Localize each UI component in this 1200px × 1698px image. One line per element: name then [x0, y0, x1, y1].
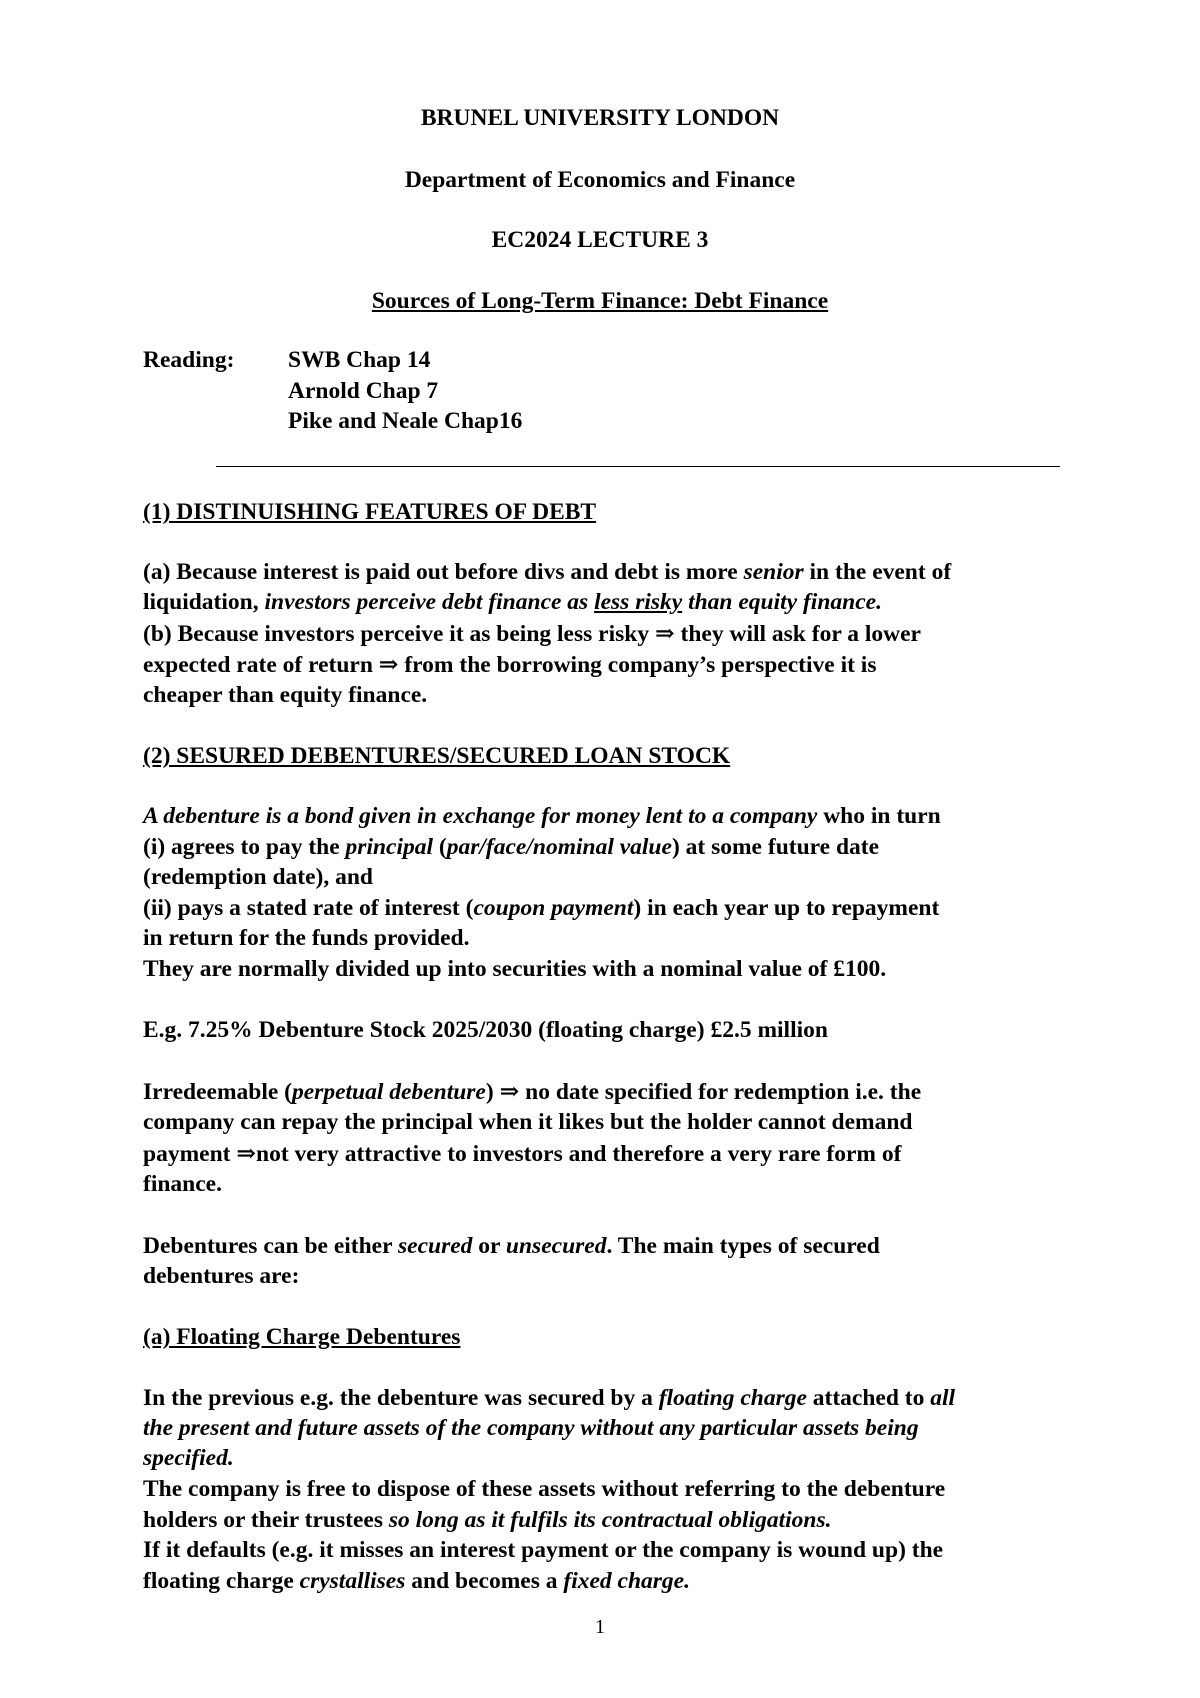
- paragraph-line: floating charge crystallises and becomes a fixed charge.: [143, 1568, 690, 1594]
- document-title: [0, 286, 1200, 317]
- paragraph-line: finance.: [143, 1171, 222, 1197]
- paragraph-line: Debentures can be either secured or unsecured. The main types of secured: [143, 1233, 880, 1259]
- university-name: BRUNEL UNIVERSITY LONDON: [420, 105, 780, 131]
- section-heading: (1) DISTINUISHING FEATURES OF DEBT: [143, 499, 597, 525]
- paragraph-line: cheaper than equity finance.: [143, 682, 428, 708]
- lecture-code: EC2024 LECTURE 3: [491, 227, 709, 253]
- paragraph-line: In the previous e.g. the debenture was secured by a floating charge attached to all: [143, 1385, 956, 1411]
- paragraph-line: (ii) pays a stated rate of interest (coupon payment) in each year up to repayment: [143, 895, 940, 921]
- subsection-heading: (a) Floating Charge Debentures: [143, 1324, 461, 1350]
- paragraph-line: They are normally divided up into securities with a nominal value of £100.: [143, 956, 887, 982]
- section-heading: (2) SESURED DEBENTURES/SECURED LOAN STOCK: [143, 743, 731, 769]
- paragraph-line: liquidation, investors perceive debt finance as less risky than equity finance.: [143, 589, 882, 615]
- reading-item: SWB Chap 14: [288, 347, 431, 373]
- paragraph-line: (i) agrees to pay the principal (par/face/nominal value) at some future date: [143, 834, 880, 860]
- paragraph-line: company can repay the principal when it likes but the holder cannot demand: [143, 1109, 913, 1135]
- paragraph-line: expected rate of return ⇒ from the borrowing company’s perspective it is: [143, 652, 877, 678]
- reading-item: Pike and Neale Chap16: [288, 408, 523, 434]
- paragraph-line: Irredeemable (perpetual debenture) ⇒ no date specified for redemption i.e. the: [143, 1079, 922, 1105]
- paragraph-line: (a) Because interest is paid out before divs and debt is more senior in the event of: [143, 559, 952, 585]
- paragraph-line: the present and future assets of the company without any particular assets being: [143, 1415, 919, 1441]
- department-name: Department of Economics and Finance: [404, 167, 796, 193]
- paragraph-line: If it defaults (e.g. it misses an interest payment or the company is wound up) the: [143, 1537, 944, 1563]
- reading-item: Arnold Chap 7: [288, 378, 439, 404]
- paragraph-line: specified.: [143, 1445, 234, 1471]
- paragraph-line: debentures are:: [143, 1263, 300, 1289]
- paragraph-line: holders or their trustees so long as it fulfils its contractual obligations.: [143, 1507, 832, 1533]
- paragraph-line: (b) Because investors perceive it as being less risky ⇒ they will ask for a lower: [143, 621, 921, 647]
- paragraph-line: (redemption date), and: [143, 864, 373, 890]
- reading-label: Reading:: [143, 347, 235, 373]
- example-line: E.g. 7.25% Debenture Stock 2025/2030 (floating charge) £2.5 million: [143, 1017, 828, 1043]
- divider-line: [216, 466, 1060, 467]
- paragraph-line: The company is free to dispose of these assets without referring to the debenture: [143, 1476, 946, 1502]
- paragraph-line: in return for the funds provided.: [143, 925, 470, 951]
- paragraph-line: payment ⇒not very attractive to investors and therefore a very rare form of: [143, 1141, 902, 1167]
- page-number: 1: [595, 1616, 605, 1638]
- paragraph-line: A debenture is a bond given in exchange for money lent to a company who in turn: [143, 803, 941, 829]
- document-title-text: Sources of Long-Term Finance: Debt Finance: [371, 288, 829, 314]
